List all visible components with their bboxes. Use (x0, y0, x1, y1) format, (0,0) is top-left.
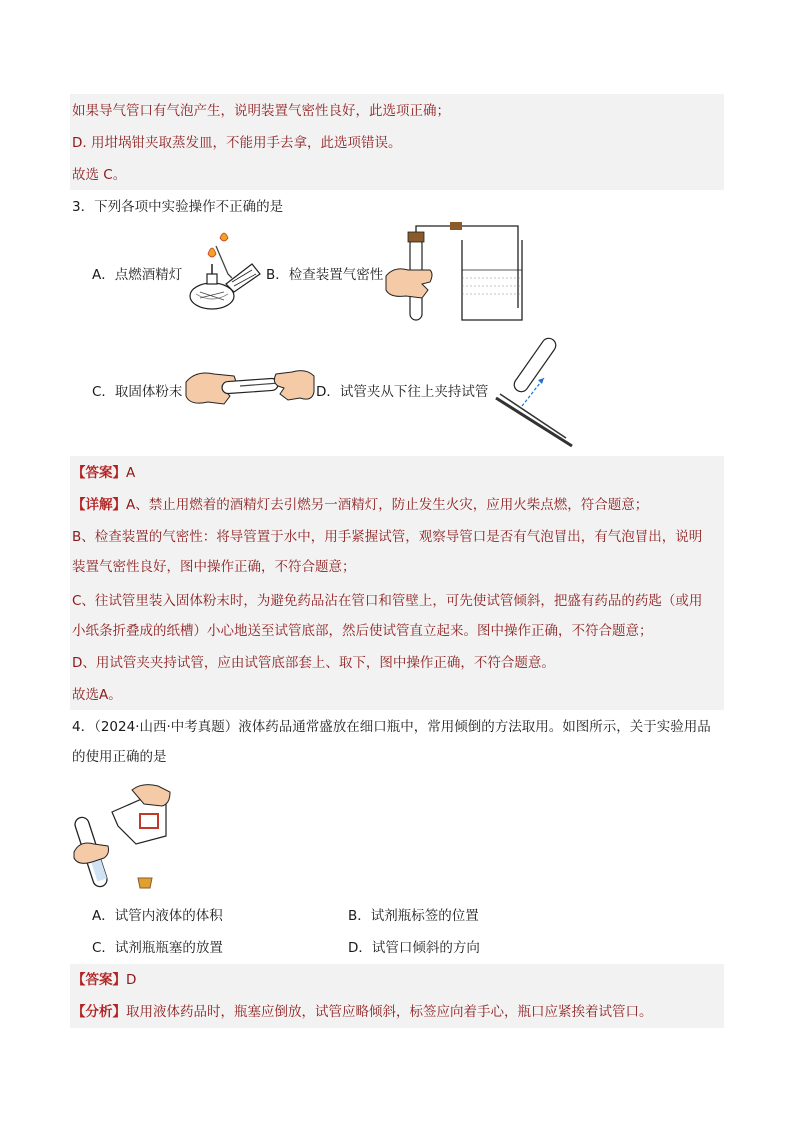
answer-tag: 【答案】 (72, 465, 126, 481)
prev-line-2: D. 用坩埚钳夹取蒸发皿，不能用手去拿，此选项错误。 (72, 135, 402, 151)
powder-sampling-figure (184, 364, 316, 416)
q4-stem-2: 的使用正确的是 (72, 749, 167, 765)
q3-detail-2: B、检查装置的气密性：将导管置于水中，用手紧握试管，观察导管口是否有气泡冒出，有气泡冒出，说明 (72, 529, 703, 545)
q4-option-d: D．试管口倾斜的方向 (348, 940, 480, 956)
analysis-tag: 【分析】 (72, 1004, 126, 1020)
q3-option-b: B．检查装置气密性 (266, 267, 384, 283)
q4-option-c: C．试剂瓶瓶塞的放置 (92, 940, 223, 956)
airtightness-check-figure (386, 226, 526, 324)
alcohol-lamp-lighting-figure (186, 234, 266, 314)
q3-conclusion: 故选A。 (72, 687, 122, 703)
q3-detail-4: C、往试管里装入固体粉末时，为避免药品沾在管口和管壁上，可先使试管倾斜，把盛有药品的药匙（或用 (72, 593, 703, 609)
q3-option-d: D．试管夹从下往上夹持试管 (316, 384, 489, 400)
prev-line-1: 如果导气管口有气泡产生，说明装置气密性良好，此选项正确； (72, 103, 450, 119)
q4-analysis: 取用液体药品时，瓶塞应倒放，试管应略倾斜，标签应向着手心，瓶口应紧挨着试管口。 (126, 1004, 653, 1020)
answer-tag: 【答案】 (72, 972, 126, 988)
q3-detail-5: 小纸条折叠成的纸槽）小心地送至试管底部，然后使试管直立起来。图中操作正确，不符合题意； (72, 623, 653, 639)
liquid-pouring-figure (74, 782, 174, 892)
q3-option-c: C．取固体粉末 (92, 384, 183, 400)
q3-detail-3: 装置气密性良好，图中操作正确，不符合题意； (72, 559, 356, 575)
q3-detail-6: D、用试管夹夹持试管，应由试管底部套上、取下，图中操作正确，不符合题意。 (72, 655, 555, 671)
q3-detail-row-1 (72, 495, 648, 515)
q3-detail-1: A、禁止用燃着的酒精灯去引燃另一酒精灯，防止发生火灾，应用火柴点燃，符合题意； (126, 497, 649, 513)
q4-stem-1: 4．（2024·山西·中考真题）液体药品通常盛放在细口瓶中，常用倾倒的方法取用。如图所示，关于实验用品 (72, 719, 711, 735)
q4-option-a: A．试管内液体的体积 (92, 908, 223, 924)
q4-option-b: B．试剂瓶标签的位置 (348, 908, 479, 924)
q4-analysis-row (72, 1002, 653, 1022)
prev-conclusion: 故选 C。 (72, 167, 127, 183)
q3-stem: 3．下列各项中实验操作不正确的是 (72, 199, 284, 215)
test-tube-clamp-figure (492, 334, 576, 448)
q4-answer-row (72, 970, 136, 990)
detail-tag: 【详解】 (72, 497, 126, 513)
q4-answer: D (126, 972, 137, 988)
q3-answer-row (72, 463, 135, 483)
q3-option-a: A．点燃酒精灯 (92, 267, 183, 283)
q3-answer: A (126, 465, 136, 481)
